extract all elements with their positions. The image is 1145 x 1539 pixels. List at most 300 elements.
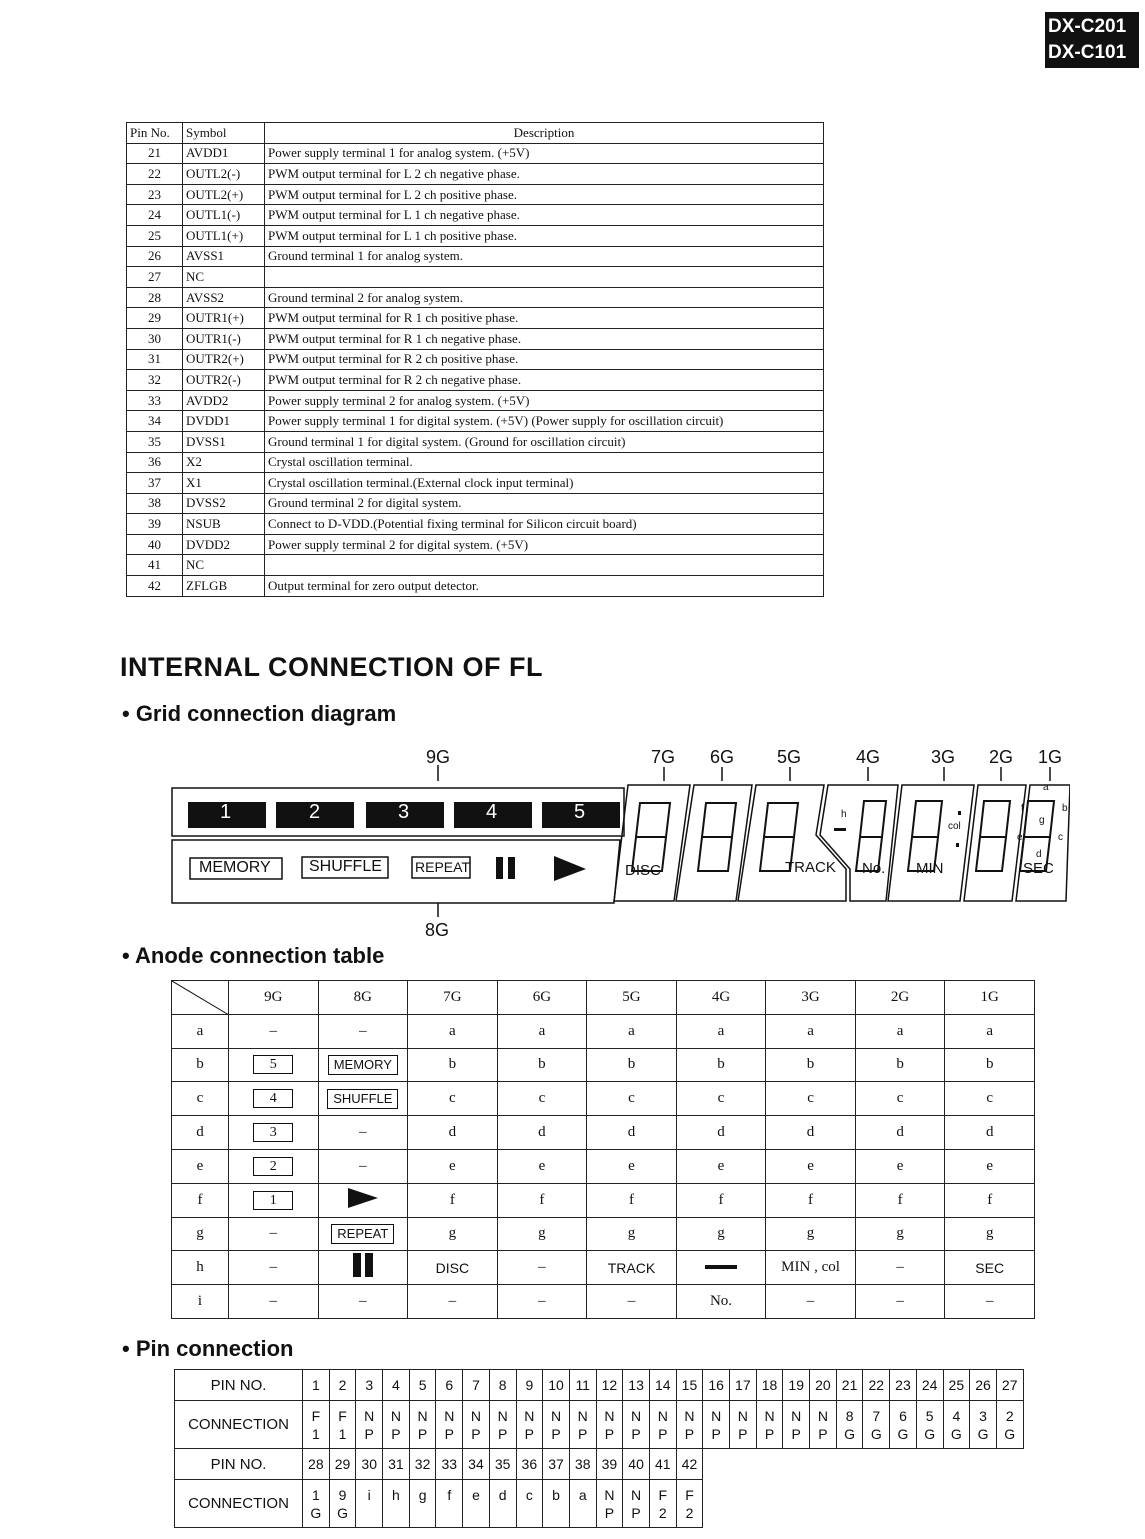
anode-cell: e — [408, 1149, 498, 1183]
connection-top: 4 — [952, 1407, 961, 1424]
pin-row — [127, 349, 824, 370]
segment-f: f — [1021, 803, 1024, 814]
pin-description: PWM output terminal for L 1 ch negative phase. — [265, 205, 824, 226]
pin-description: PWM output terminal for R 1 ch negative phase. — [265, 328, 824, 349]
connection-cell — [569, 1401, 596, 1449]
pin-number: 35 — [127, 431, 183, 452]
disc-button-5: 5 — [574, 801, 586, 823]
pin-number-cell: 4 — [383, 1370, 410, 1401]
anode-cell: d — [855, 1116, 945, 1150]
pin-number-cell: 17 — [730, 1370, 757, 1401]
connection-cell — [623, 1480, 650, 1528]
connection-bottom: G — [844, 1425, 856, 1442]
boxed-disc-number: 2 — [253, 1157, 293, 1176]
pin-row — [127, 164, 824, 185]
connection-top: e — [472, 1486, 480, 1503]
anode-cell: g — [945, 1217, 1035, 1251]
connection-top: a — [578, 1486, 587, 1503]
connection-top: N — [497, 1407, 508, 1424]
connection-cell — [516, 1401, 543, 1449]
anode-cell: a — [945, 1014, 1035, 1048]
connection-top: N — [444, 1407, 455, 1424]
connection-bottom: 2 — [658, 1504, 667, 1521]
pin-row — [127, 143, 824, 164]
anode-cell: b — [408, 1048, 498, 1082]
connection-cell — [303, 1480, 330, 1528]
grid-label-3g: 3G — [931, 747, 956, 767]
connection-bottom: G — [337, 1504, 348, 1521]
pin-number-cell: 33 — [436, 1449, 463, 1480]
pin-number-cell: 20 — [810, 1370, 837, 1401]
anode-cell: f — [766, 1183, 856, 1217]
pin-number: 39 — [127, 514, 183, 535]
anode-cell: e — [497, 1149, 587, 1183]
connection-cell — [943, 1401, 970, 1449]
anode-row-label: i — [172, 1285, 229, 1319]
connection-top: g — [418, 1486, 427, 1503]
pin-description: PWM output terminal for R 2 ch positive phase. — [265, 349, 824, 370]
connection-cell — [783, 1401, 810, 1449]
connection-top: N — [817, 1407, 828, 1424]
connection-top: N — [524, 1407, 535, 1424]
pin-symbol: X1 — [183, 473, 265, 494]
pin-table-header — [127, 123, 824, 144]
connection-cell — [996, 1401, 1023, 1449]
pin-row — [127, 576, 824, 597]
anode-cell — [318, 1082, 408, 1116]
disc-button-2: 2 — [309, 801, 321, 823]
model-badge — [1045, 12, 1139, 68]
pin-number-cell: 30 — [356, 1449, 383, 1480]
pin-number-cell: 31 — [383, 1449, 410, 1480]
track-label: TRACK — [785, 859, 836, 876]
anode-cell: g — [497, 1217, 587, 1251]
anode-cell — [229, 1048, 319, 1082]
connection-top: N — [550, 1407, 562, 1424]
anode-cell: – — [318, 1149, 408, 1183]
pin-number: 26 — [127, 246, 183, 267]
pin-symbol: DVDD1 — [183, 411, 265, 432]
pin-row — [127, 534, 824, 555]
corner-cell — [172, 981, 229, 1015]
pin-description — [265, 267, 824, 288]
pin-number-cell: 36 — [516, 1449, 543, 1480]
anode-cell: – — [229, 1217, 319, 1251]
play-icon — [318, 1183, 408, 1217]
anode-connection-table — [171, 980, 1035, 1319]
anode-row-label: c — [172, 1082, 229, 1116]
connection-cell — [543, 1480, 570, 1528]
pin-number-cell: 28 — [303, 1449, 330, 1480]
pin-number: 21 — [127, 143, 183, 164]
pin-symbol: OUTR1(+) — [183, 308, 265, 329]
segment-e: e — [1017, 832, 1023, 843]
disc-button-4: 4 — [486, 801, 498, 823]
anode-cell: e — [945, 1149, 1035, 1183]
pin-number-cell: 7 — [463, 1370, 490, 1401]
fl-display-drawing — [170, 745, 1070, 945]
pin-number-cell: 25 — [943, 1370, 970, 1401]
pin-number-cell: 6 — [436, 1370, 463, 1401]
pin-row — [127, 308, 824, 329]
anode-col-1g: 1G — [945, 981, 1035, 1015]
anode-cell: c — [766, 1082, 856, 1116]
pin-symbol: OUTL1(+) — [183, 225, 265, 246]
connection-top: i — [367, 1486, 371, 1503]
pin-symbol: NC — [183, 267, 265, 288]
anode-cell: f — [676, 1183, 766, 1217]
anode-col-2g: 2G — [855, 981, 945, 1015]
connection-cell — [436, 1480, 463, 1528]
pin-row — [127, 493, 824, 514]
model-name: DX-C201 — [1048, 16, 1127, 37]
connection-bottom: P — [658, 1425, 668, 1442]
connection-top: N — [737, 1407, 748, 1424]
repeat-label: REPEAT — [415, 859, 470, 875]
pin-description: Power supply terminal 1 for digital system. (+5V) (Power supply for oscillation circuit) — [265, 411, 824, 432]
anode-cell: – — [229, 1285, 319, 1319]
anode-cell: a — [587, 1014, 677, 1048]
connection-cell — [623, 1401, 650, 1449]
pin-number-cell: 22 — [863, 1370, 890, 1401]
connection-top: 7 — [872, 1407, 881, 1424]
pin-number-row — [175, 1370, 1024, 1401]
connection-top: 1 — [311, 1486, 320, 1503]
model-name: DX-C101 — [1048, 42, 1127, 63]
anode-cell: g — [676, 1217, 766, 1251]
anode-cell: d — [676, 1116, 766, 1150]
pin-number-cell: 18 — [756, 1370, 783, 1401]
connection-cell — [436, 1401, 463, 1449]
connection-top: d — [498, 1486, 507, 1503]
anode-row — [172, 1048, 1035, 1082]
pin-number: 25 — [127, 225, 183, 246]
segment-d: d — [1036, 849, 1042, 860]
anode-row — [172, 1014, 1035, 1048]
min-label: MIN — [916, 860, 944, 877]
connection-bottom: P — [818, 1425, 828, 1442]
anode-cell: No. — [676, 1285, 766, 1319]
pin-number-cell: 41 — [649, 1449, 676, 1480]
pin-description-table — [126, 122, 824, 597]
anode-cell: a — [676, 1014, 766, 1048]
connection-top: 2 — [1005, 1407, 1014, 1424]
connection-cell — [489, 1480, 516, 1528]
connection-top: N — [631, 1407, 642, 1424]
connection-cell — [516, 1480, 543, 1528]
anode-cell: – — [945, 1285, 1035, 1319]
pin-number-cell: 13 — [623, 1370, 650, 1401]
pin-number: 40 — [127, 534, 183, 555]
anode-cell: c — [855, 1082, 945, 1116]
anode-cell: d — [945, 1116, 1035, 1150]
anode-cell: f — [408, 1183, 498, 1217]
anode-cell: a — [855, 1014, 945, 1048]
connection-top: N — [604, 1407, 615, 1424]
connection-row — [175, 1401, 1024, 1449]
anode-cell — [229, 1149, 319, 1183]
anode-cell: g — [855, 1217, 945, 1251]
connection-cell — [329, 1401, 356, 1449]
disc-button-1: 1 — [220, 801, 232, 823]
connection-cell — [676, 1480, 703, 1528]
grid-connection-diagram — [170, 745, 1070, 945]
connection-row — [175, 1480, 703, 1528]
pin-symbol: DVDD2 — [183, 534, 265, 555]
pin-description: PWM output terminal for R 1 ch positive phase. — [265, 308, 824, 329]
connection-top: N — [657, 1407, 668, 1424]
connection-cell — [489, 1401, 516, 1449]
connection-top: N — [791, 1407, 802, 1424]
pin-number-cell: 29 — [329, 1449, 356, 1480]
anode-row-label: d — [172, 1116, 229, 1150]
anode-cell: – — [229, 1014, 319, 1048]
diagonal-line — [172, 981, 229, 1014]
pin-description: Ground terminal 1 for analog system. — [265, 246, 824, 267]
connection-top: F — [311, 1407, 321, 1424]
bar-segment-icon — [676, 1251, 766, 1285]
anode-cell: g — [408, 1217, 498, 1251]
pin-row — [127, 514, 824, 535]
pin-symbol: NSUB — [183, 514, 265, 535]
connection-cell — [810, 1401, 837, 1449]
pin-number: 42 — [127, 576, 183, 597]
connection-cell — [863, 1401, 890, 1449]
anode-cell: – — [408, 1285, 498, 1319]
segment-col: col — [948, 821, 961, 832]
anode-cell: – — [855, 1285, 945, 1319]
connection-top: N — [364, 1407, 375, 1424]
anode-cell: b — [587, 1048, 677, 1082]
pin-connection-table-2 — [174, 1448, 703, 1528]
connection-top: 8 — [845, 1407, 854, 1424]
pin-number: 27 — [127, 267, 183, 288]
pin-description — [265, 555, 824, 576]
pin-number-cell: 8 — [489, 1370, 516, 1401]
connection-cell — [329, 1480, 356, 1528]
anode-row-label: a — [172, 1014, 229, 1048]
anode-cell — [229, 1116, 319, 1150]
grid-label-5g: 5G — [777, 747, 802, 767]
anode-cell: f — [497, 1183, 587, 1217]
connection-bottom: P — [711, 1425, 721, 1442]
connection-cell — [596, 1401, 623, 1449]
connection-top: N — [417, 1407, 428, 1424]
subsection-anode: • Anode connection table — [122, 943, 385, 968]
connection-bottom: P — [604, 1504, 615, 1521]
header-pin-no: Pin No. — [127, 123, 183, 144]
connection-top: N — [631, 1486, 642, 1503]
connection-cell — [649, 1480, 676, 1528]
connection-bottom: P — [364, 1425, 374, 1442]
connection-bottom: G — [897, 1425, 909, 1442]
anode-cell: b — [497, 1048, 587, 1082]
connection-top: f — [447, 1486, 452, 1503]
connection-bottom — [490, 1504, 516, 1522]
pin-number-cell: 38 — [569, 1449, 596, 1480]
connection-label: CONNECTION — [175, 1480, 303, 1528]
pin-number-cell: 5 — [409, 1370, 436, 1401]
pin-row — [127, 411, 824, 432]
anode-col-3g: 3G — [766, 981, 856, 1015]
anode-cell: c — [587, 1082, 677, 1116]
anode-cell: d — [497, 1116, 587, 1150]
play-icon — [346, 1186, 380, 1210]
pin-row — [127, 287, 824, 308]
anode-row-label: e — [172, 1149, 229, 1183]
pin-symbol: OUTL2(+) — [183, 184, 265, 205]
anode-row-label: g — [172, 1217, 229, 1251]
anode-row — [172, 1285, 1035, 1319]
grid-label-9g: 9G — [426, 747, 451, 767]
anode-cell: DISC — [408, 1251, 498, 1285]
pin-number-cell: 39 — [596, 1449, 623, 1480]
pin-symbol: AVSS1 — [183, 246, 265, 267]
pin-number-row — [175, 1449, 703, 1480]
pin-number: 22 — [127, 164, 183, 185]
connection-cell — [463, 1401, 490, 1449]
pin-number-cell: 40 — [623, 1449, 650, 1480]
anode-row — [172, 1116, 1035, 1150]
anode-cell: b — [766, 1048, 856, 1082]
pin-row — [127, 205, 824, 226]
anode-cell: a — [408, 1014, 498, 1048]
pin-symbol: AVDD1 — [183, 143, 265, 164]
anode-cell: c — [497, 1082, 587, 1116]
connection-bottom — [463, 1504, 489, 1522]
pin-number: 29 — [127, 308, 183, 329]
connection-cell — [836, 1401, 863, 1449]
no-label: No. — [862, 860, 886, 877]
subsection-grid: • Grid connection diagram — [122, 701, 397, 726]
anode-header-row — [172, 981, 1035, 1015]
connection-cell — [730, 1401, 757, 1449]
pin-row — [127, 328, 824, 349]
pin-number-cell: 3 — [356, 1370, 383, 1401]
pin-number-cell: 21 — [836, 1370, 863, 1401]
connection-top: c — [525, 1486, 533, 1503]
anode-col-8g: 8G — [318, 981, 408, 1015]
pin-symbol: X2 — [183, 452, 265, 473]
connection-cell — [970, 1401, 997, 1449]
connection-bottom — [410, 1504, 436, 1522]
connection-bottom: 2 — [685, 1504, 694, 1521]
connection-bottom — [517, 1504, 543, 1522]
connection-top: 6 — [899, 1407, 907, 1424]
connection-bottom: P — [444, 1425, 454, 1442]
connection-bottom: 1 — [311, 1425, 320, 1442]
anode-cell: b — [676, 1048, 766, 1082]
anode-cell: f — [587, 1183, 677, 1217]
connection-cell — [756, 1401, 783, 1449]
pin-row — [127, 431, 824, 452]
anode-row — [172, 1149, 1035, 1183]
pin-number-cell: 24 — [916, 1370, 943, 1401]
anode-cell — [318, 1048, 408, 1082]
pin-symbol: DVSS2 — [183, 493, 265, 514]
pin-no-label: PIN NO. — [175, 1370, 303, 1401]
pin-connection-table-1 — [174, 1369, 1024, 1449]
connection-bottom: P — [631, 1504, 641, 1521]
pin-row — [127, 267, 824, 288]
pause-icon — [351, 1252, 375, 1278]
pin-symbol: OUTR1(-) — [183, 328, 265, 349]
connection-bottom — [436, 1504, 462, 1522]
pin-number: 36 — [127, 452, 183, 473]
connection-cell — [916, 1401, 943, 1449]
anode-cell: – — [766, 1285, 856, 1319]
segment-h: h — [841, 809, 847, 820]
connection-cell — [356, 1401, 383, 1449]
connection-cell — [303, 1401, 330, 1449]
anode-row — [172, 1217, 1035, 1251]
grid-label-7g: 7G — [651, 747, 676, 767]
anode-cell: – — [497, 1285, 587, 1319]
anode-cell: e — [855, 1149, 945, 1183]
pin-description: Power supply terminal 2 for digital system. (+5V) — [265, 534, 824, 555]
connection-bottom: P — [791, 1425, 801, 1442]
connection-cell — [703, 1401, 730, 1449]
connection-top: N — [711, 1407, 722, 1424]
anode-cell: e — [587, 1149, 677, 1183]
anode-cell: – — [318, 1014, 408, 1048]
anode-cell: b — [855, 1048, 945, 1082]
connection-bottom: 1 — [338, 1425, 347, 1442]
pin-number-cell: 15 — [676, 1370, 703, 1401]
connection-label: CONNECTION — [175, 1401, 303, 1449]
connection-cell — [543, 1401, 570, 1449]
pin-description: PWM output terminal for R 2 ch negative phase. — [265, 370, 824, 391]
anode-row-label: f — [172, 1183, 229, 1217]
pin-number: 41 — [127, 555, 183, 576]
pin-number-cell: 32 — [409, 1449, 436, 1480]
pin-number-cell: 9 — [516, 1370, 543, 1401]
connection-top: N — [764, 1407, 775, 1424]
anode-cell — [318, 1217, 408, 1251]
boxed-mode-label: SHUFFLE — [327, 1089, 398, 1109]
connection-top: N — [390, 1407, 401, 1424]
pin-number-cell: 35 — [489, 1449, 516, 1480]
pin-number-cell: 19 — [783, 1370, 810, 1401]
section-title: INTERNAL CONNECTION OF FL — [120, 652, 543, 682]
boxed-disc-number: 4 — [253, 1089, 293, 1108]
connection-bottom: P — [471, 1425, 481, 1442]
anode-cell: c — [408, 1082, 498, 1116]
pin-description: PWM output terminal for L 1 ch positive phase. — [265, 225, 824, 246]
pin-description: Connect to D-VDD.(Potential fixing terminal for Silicon circuit board) — [265, 514, 824, 535]
connection-cell — [463, 1480, 490, 1528]
header-symbol: Symbol — [183, 123, 265, 144]
pin-number-cell: 11 — [569, 1370, 596, 1401]
pin-number: 38 — [127, 493, 183, 514]
anode-cell: – — [229, 1251, 319, 1285]
pin-number: 23 — [127, 184, 183, 205]
boxed-disc-number: 5 — [253, 1055, 293, 1074]
pin-row — [127, 452, 824, 473]
anode-cell: f — [855, 1183, 945, 1217]
grid-label-1g: 1G — [1038, 747, 1063, 767]
anode-cell: a — [497, 1014, 587, 1048]
segment-g: g — [1039, 815, 1045, 826]
connection-bottom: G — [310, 1504, 322, 1521]
pin-number-cell: 2 — [329, 1370, 356, 1401]
connection-bottom: P — [684, 1425, 695, 1442]
anode-cell: SEC — [945, 1251, 1035, 1285]
anode-cell: – — [855, 1251, 945, 1285]
anode-cell: MIN , col — [766, 1251, 856, 1285]
pause-icon — [318, 1251, 408, 1285]
pin-symbol: OUTR2(-) — [183, 370, 265, 391]
